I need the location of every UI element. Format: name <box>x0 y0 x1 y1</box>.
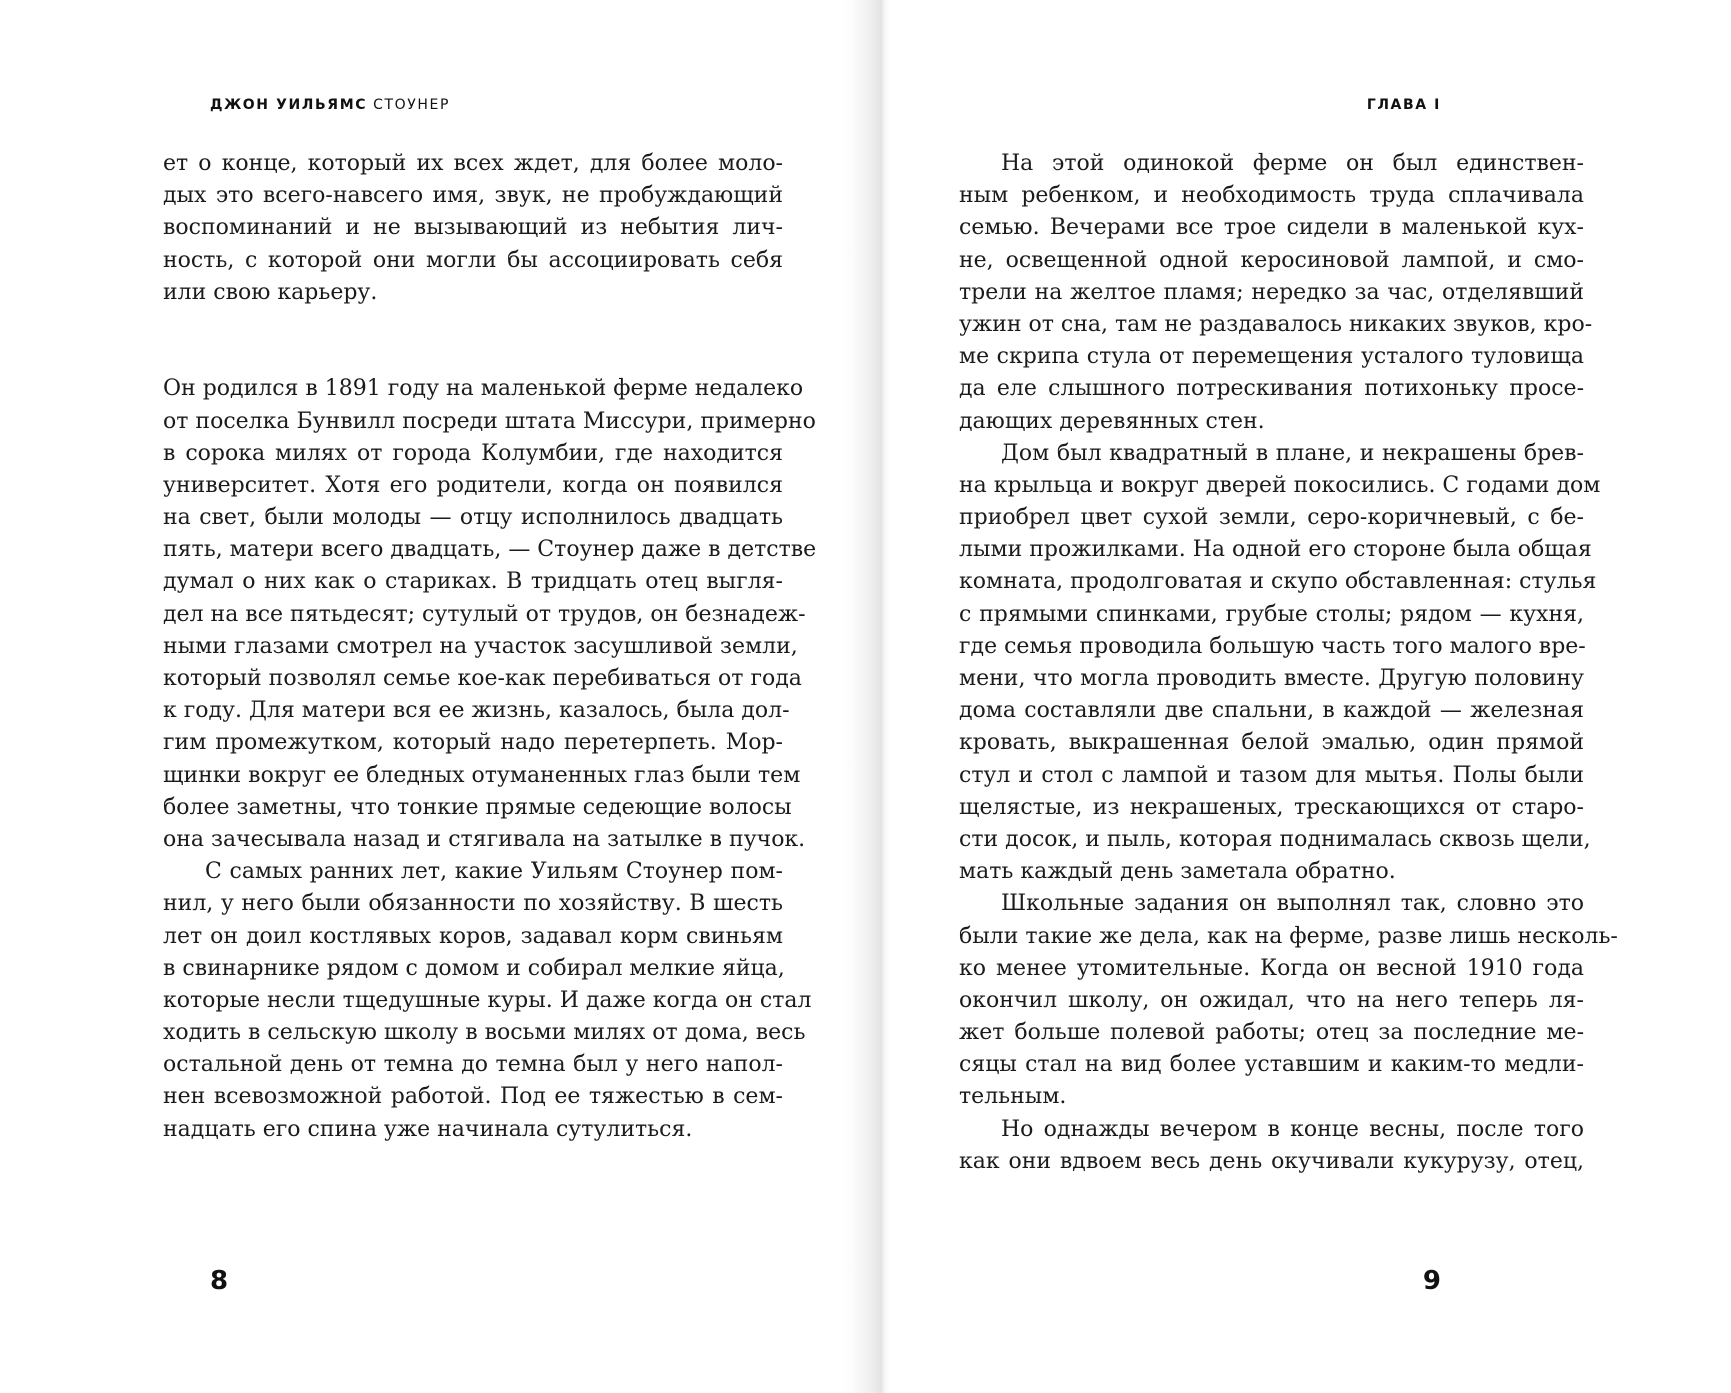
text-line: щинки вокруг ее бледных отуманенных глаз были тем <box>163 762 801 788</box>
text-line: Но однажды вечером в конце весны, после того <box>1001 1116 1584 1142</box>
text-line: приобрел цвет сухой земли, серо-коричневый, с бе- <box>959 505 1584 531</box>
text-line: ходить в сельскую школу в восьми милях от дома, весь <box>163 1020 806 1046</box>
text-line: мать каждый день заметала обратно. <box>959 859 1396 885</box>
paragraph <box>959 1114 1584 1178</box>
text-line: на крыльца и вокруг дверей покосились. С годами дом <box>959 472 1601 498</box>
text-line: более заметны, что тонкие прямые седеющие волосы <box>163 794 792 820</box>
right-page <box>866 0 1731 1393</box>
text-line: ме скрипа стула от перемещения усталого туловища <box>959 344 1584 370</box>
paragraph <box>959 438 1601 889</box>
text-line: в сорока милях от города Колумбии, где находится <box>163 440 783 466</box>
text-line: от поселка Бунвилл посреди штата Миссури, примерно <box>163 408 816 434</box>
text-line: гим промежутком, который надо перетерпеть. Мор- <box>163 730 783 756</box>
text-line: остальной день от темна до темна был у него напол- <box>163 1052 783 1078</box>
section-break <box>163 309 783 373</box>
running-head-book-title: СТОУНЕР <box>373 97 451 113</box>
text-line: воспоминаний и не вызывающий из небытия лич- <box>163 215 783 241</box>
text-line: ность, с которой они могли бы ассоциировать себя <box>163 247 783 273</box>
text-line: ным ребенком, и необходимость труда сплачивала <box>959 183 1584 209</box>
text-line: дел на все пятьдесят; сутулый от трудов, он безнадеж- <box>163 601 806 627</box>
text-line: щелястые, из некрашеных, трескающихся от старо- <box>959 794 1584 820</box>
text-line: она зачесывала назад и стягивала на затылке в пучок. <box>163 826 806 852</box>
page-number-left: 8 <box>210 1266 229 1296</box>
text-line: нен всевозможной работой. Под ее тяжестью в сем- <box>163 1084 783 1110</box>
text-line: надцать его спина уже начинала сутулиться. <box>163 1116 693 1142</box>
text-line: где семья проводила большую часть того малого вре- <box>959 633 1586 659</box>
text-line: не, освещенной одной керосиновой лампой, и смо- <box>959 247 1584 273</box>
text-line: Он родился в 1891 году на маленькой ферме недалеко <box>163 376 804 402</box>
text-line: да еле слышного потрескивания потихоньку просе- <box>959 376 1584 402</box>
text-line: дающих деревянных стен. <box>959 408 1265 434</box>
text-line: которые несли тщедушные куры. И даже когда он стал <box>163 987 812 1013</box>
text-line: жет больше полевой работы; отец за последние ме- <box>959 1020 1584 1046</box>
running-head-left <box>210 97 450 113</box>
text-line: Школьные задания он выполнял так, словно это <box>1001 891 1584 917</box>
text-line: трели на желтое пламя; нередко за час, отделявший <box>959 279 1584 305</box>
text-line: стул и стол с лампой и тазом для мытья. Полы были <box>959 762 1584 788</box>
text-line: дома составляли две спальни, в каждой — железная <box>959 698 1584 724</box>
text-line: тельным. <box>959 1084 1067 1110</box>
text-line: были такие же дела, как на ферме, разве лишь несколь- <box>959 923 1618 949</box>
text-line: С самых ранних лет, какие Уильям Стоунер пом- <box>205 859 783 885</box>
text-line: пять, матери всего двадцать, — Стоунер даже в детстве <box>163 537 817 563</box>
text-line: с прямыми спинками, грубые столы; рядом — кухня, <box>959 601 1584 627</box>
text-line: как они вдвоем весь день окучивали кукурузу, отец, <box>959 1148 1584 1174</box>
text-line: университет. Хотя его родители, когда он появился <box>163 472 783 498</box>
text-line: или свою карьеру. <box>163 279 378 305</box>
text-line: сяцы стал на вид более уставшим и каким-то медли- <box>959 1052 1584 1078</box>
text-line: ужин от сна, там не раздавалось никаких звуков, кро- <box>959 311 1593 337</box>
text-line: нил, у него были обязанности по хозяйству. В шесть <box>163 891 783 917</box>
paragraph <box>959 888 1618 1113</box>
text-line: ет о конце, который их всех ждет, для более моло- <box>163 151 783 176</box>
text-line: думал о них как о стариках. В тридцать отец выгля- <box>163 569 783 595</box>
left-page-body <box>163 148 817 1146</box>
paragraph <box>163 373 817 856</box>
running-head-author: ДЖОН УИЛЬЯМС <box>210 97 368 113</box>
paragraph-continued <box>163 148 783 309</box>
text-line: На этой одинокой ферме он был единствен- <box>1001 151 1584 176</box>
text-line: ными глазами смотрел на участок засушливой земли, <box>163 633 798 659</box>
right-page-body <box>959 148 1618 1178</box>
text-line: окончил школу, он ожидал, что на него теперь ля- <box>959 987 1584 1013</box>
running-head-chapter: ГЛАВА I <box>1366 97 1441 113</box>
text-line: дых это всего-навсего имя, звук, не пробуждающий <box>163 183 783 209</box>
text-line: Дом был квадратный в плане, и некрашены брев- <box>1001 440 1584 466</box>
text-line: лыми прожилками. На одной его стороне была общая <box>959 537 1592 563</box>
text-line: мени, что могла проводить вместе. Другую половину <box>959 666 1584 691</box>
text-line: комната, продолговатая и скупо обставленная: стулья <box>959 569 1597 595</box>
text-line: сти досок, и пыль, которая поднималась сквозь щели, <box>959 826 1591 852</box>
text-line: к году. Для матери вся ее жизнь, казалось, была дол- <box>163 698 790 724</box>
page-number-right: 9 <box>1422 1266 1441 1296</box>
paragraph <box>959 148 1593 438</box>
running-head-right <box>1101 97 1441 113</box>
text-line: ко менее утомительные. Когда он весной 1910 года <box>959 955 1584 981</box>
text-line: который позволял семье кое-как перебиваться от года <box>163 666 802 692</box>
text-line: в свинарнике рядом с домом и собирал мелкие яйца, <box>163 955 785 981</box>
paragraph <box>163 856 812 1146</box>
text-line: на свет, были молоды — отцу исполнилось двадцать <box>163 505 783 531</box>
text-line: семью. Вечерами все трое сидели в маленькой кух- <box>959 215 1584 241</box>
text-line: лет он доил костлявых коров, задавал корм свиньям <box>163 923 783 949</box>
text-line: кровать, выкрашенная белой эмалью, один прямой <box>959 730 1584 756</box>
